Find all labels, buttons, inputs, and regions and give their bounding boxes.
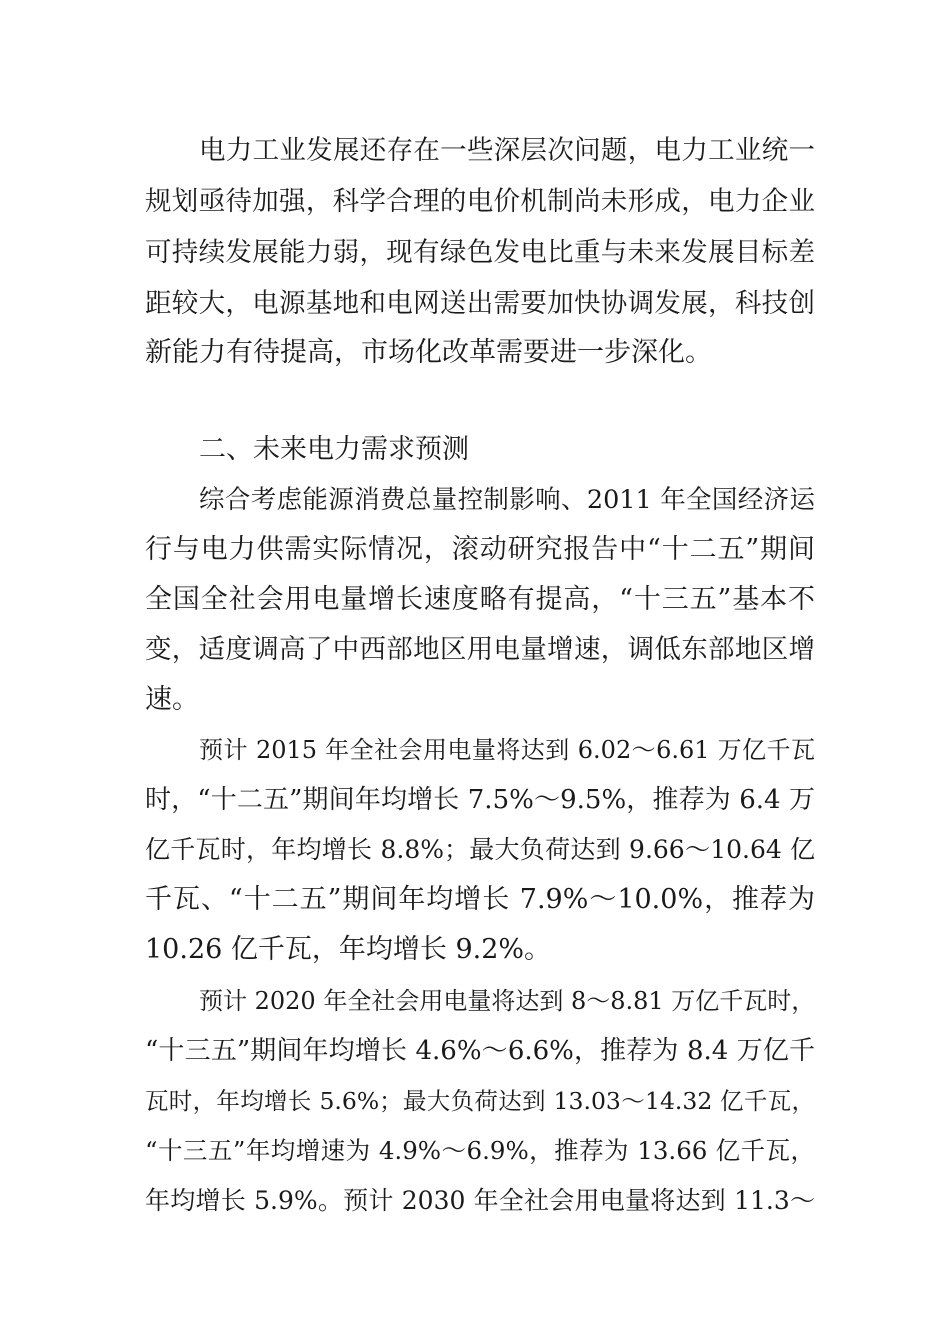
paragraph-2-line-5: 速。 xyxy=(145,684,199,715)
paragraph-1-line-3: 可持续发展能力弱，现有绿色发电比重与未来发展目标差 xyxy=(145,237,815,268)
paragraph-1-line-1: 电力工业发展还存在一些深层次问题，电力工业统一 xyxy=(199,135,815,166)
section-heading: 二、未来电力需求预测 xyxy=(199,434,469,465)
paragraph-4-line-1: 预计 2020 年全社会用电量将达到 8～8.81 万亿千瓦时， xyxy=(199,987,816,1015)
paragraph-4-line-4: “十三五”年均增速为 4.9%～6.9%，推荐为 13.66 亿千瓦， xyxy=(145,1136,815,1165)
paragraph-4-line-3: 瓦时，年均增长 5.6%；最大负荷达到 13.03～14.32 亿千瓦， xyxy=(145,1087,815,1115)
paragraph-2-line-1: 综合考虑能源消费总量控制影响、2011 年全国经济运 xyxy=(199,485,815,515)
paragraph-1-line-4: 距较大，电源基地和电网送出需要加快协调发展，科技创 xyxy=(145,288,815,319)
paragraph-1-line-2: 规划亟待加强，科学合理的电价机制尚未形成，电力企业 xyxy=(145,186,815,217)
paragraph-4-line-2: “十三五”期间年均增长 4.6%～6.6%，推荐为 8.4 万亿千 xyxy=(145,1036,815,1066)
paragraph-3-line-1: 预计 2015 年全社会用电量将达到 6.02～6.61 万亿千瓦 xyxy=(199,736,815,764)
paragraph-2-line-3: 全国全社会用电量增长速度略有提高，“十三五”基本不 xyxy=(145,584,815,615)
paragraph-3-line-4: 千瓦、“十二五”期间年均增长 7.9%～10.0%，推荐为 xyxy=(145,884,815,915)
paragraph-2-line-4: 变，适度调高了中西部地区用电量增速，调低东部地区增 xyxy=(145,634,815,665)
paragraph-4-line-5: 年均增长 5.9%。预计 2030 年全社会用电量将达到 11.3～ xyxy=(145,1186,815,1215)
paragraph-2-line-2: 行与电力供需实际情况，滚动研究报告中“十二五”期间 xyxy=(145,534,815,565)
paragraph-3-line-3: 亿千瓦时，年均增长 8.8%；最大负荷达到 9.66～10.64 亿 xyxy=(145,835,815,864)
paragraph-3-line-2: 时，“十二五”期间年均增长 7.5%～9.5%，推荐为 6.4 万 xyxy=(145,785,815,815)
paragraph-3-line-5: 10.26 亿千瓦，年均增长 9.2%。 xyxy=(145,934,552,965)
paragraph-1-line-5: 新能力有待提高，市场化改革需要进一步深化。 xyxy=(145,337,712,368)
